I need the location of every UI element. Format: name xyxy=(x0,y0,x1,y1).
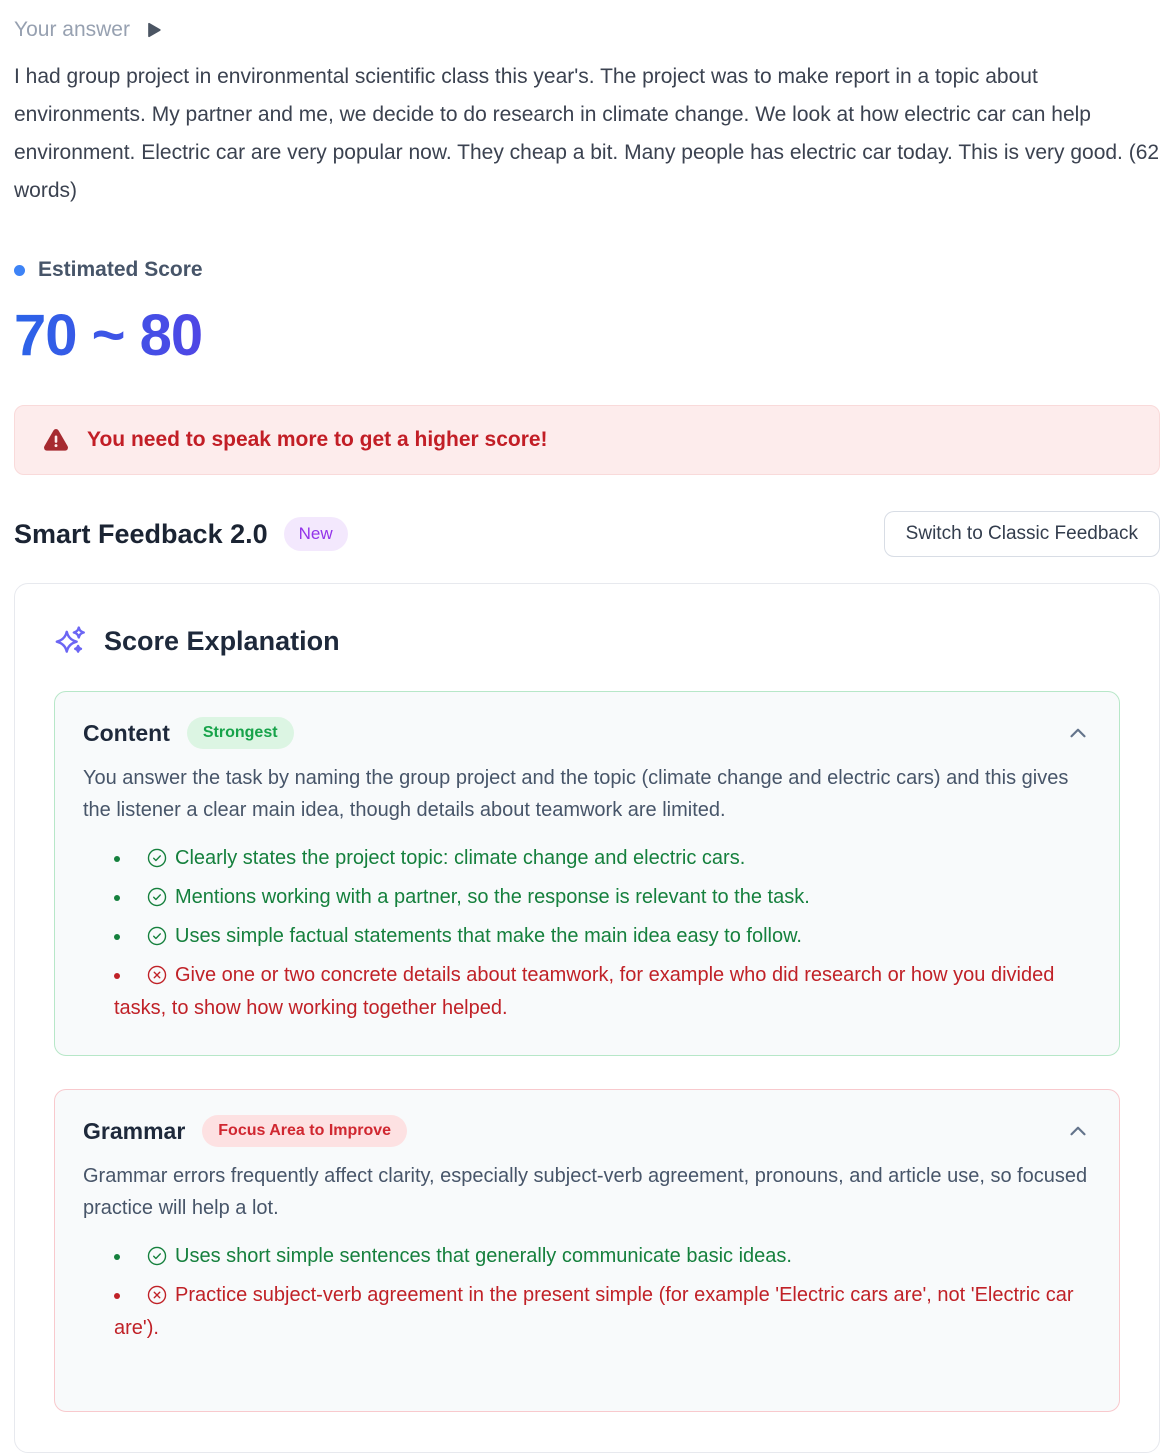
answer-header xyxy=(14,18,1160,42)
content-strongest-badge: Strongest xyxy=(187,717,294,749)
answer-label: Your answer xyxy=(14,18,130,41)
bullet-text: Give one or two concrete details about teamwork, for example who did research or how you divided tasks, to show how working together helped. xyxy=(114,964,1055,1019)
answer-transcript: I had group project in environmental scientific class this year's. The project was to make report in a topic about environments. My partner and me, we decide to do research in climate change. We look at how electric car can help environment. Electric car are very popular now. They cheap a bit. Many people has electric car today. This is very good. (62 words) xyxy=(14,65,1160,202)
sparkles-icon xyxy=(54,624,88,658)
estimated-score-value: 70 ~ 80 xyxy=(14,303,203,368)
section-card-grammar xyxy=(54,1089,1120,1412)
switch-to-classic-feedback-button[interactable]: Switch to Classic Feedback xyxy=(884,511,1160,557)
chevron-up-icon[interactable] xyxy=(1065,1118,1091,1144)
play-audio-icon[interactable] xyxy=(144,20,164,40)
list-item xyxy=(114,881,1091,914)
section-card-content xyxy=(54,691,1120,1056)
list-item xyxy=(114,959,1091,1025)
check-circle-icon xyxy=(146,1245,168,1267)
feedback-title-wrap xyxy=(14,517,884,551)
bullet-text: Mentions working with a partner, so the response is relevant to the task. xyxy=(175,886,810,908)
estimated-score-label: Estimated Score xyxy=(38,258,203,281)
list-item xyxy=(114,920,1091,953)
content-bullet-list xyxy=(83,842,1091,1025)
check-circle-icon xyxy=(146,925,168,947)
grammar-section-header xyxy=(83,1115,1091,1147)
grammar-focus-badge: Focus Area to Improve xyxy=(202,1115,407,1147)
feedback-header-row xyxy=(14,511,1160,557)
check-circle-icon xyxy=(146,847,168,869)
check-circle-icon xyxy=(146,886,168,908)
grammar-section-summary: Grammar errors frequently affect clarity, especially subject-verb agreement, pronouns, and article use, so focused practice will help a lot. xyxy=(83,1165,1088,1219)
alert-message: You need to speak more to get a higher score! xyxy=(87,428,548,451)
score-explanation-card xyxy=(14,583,1160,1453)
blue-dot-icon xyxy=(14,265,25,276)
bullet-text: Practice subject-verb agreement in the present simple (for example 'Electric cars are', not 'Electric car are'). xyxy=(114,1284,1074,1339)
estimated-score-header xyxy=(14,258,1160,282)
chevron-up-icon[interactable] xyxy=(1065,720,1091,746)
x-circle-icon xyxy=(146,964,168,986)
content-section-summary: You answer the task by naming the group project and the topic (climate change and electric cars) and this gives the listener a clear main idea, though details about teamwork are limited. xyxy=(83,767,1069,821)
grammar-bullet-list xyxy=(83,1240,1091,1345)
warning-triangle-icon xyxy=(43,427,69,453)
bullet-text: Uses simple factual statements that make the main idea easy to follow. xyxy=(175,925,802,947)
score-explanation-header xyxy=(54,624,1120,658)
x-circle-icon xyxy=(146,1284,168,1306)
content-section-title: Content xyxy=(83,719,170,746)
bullet-text: Clearly states the project topic: climate change and electric cars. xyxy=(175,847,746,869)
score-explanation-title: Score Explanation xyxy=(104,625,340,656)
list-item xyxy=(114,1240,1091,1273)
speak-more-alert xyxy=(14,405,1160,475)
bullet-text: Uses short simple sentences that generally communicate basic ideas. xyxy=(175,1245,792,1267)
new-badge: New xyxy=(284,517,348,551)
feedback-title: Smart Feedback 2.0 xyxy=(14,518,268,549)
list-item xyxy=(114,1279,1091,1345)
content-section-header xyxy=(83,717,1091,749)
list-item xyxy=(114,842,1091,875)
grammar-section-title: Grammar xyxy=(83,1117,186,1144)
